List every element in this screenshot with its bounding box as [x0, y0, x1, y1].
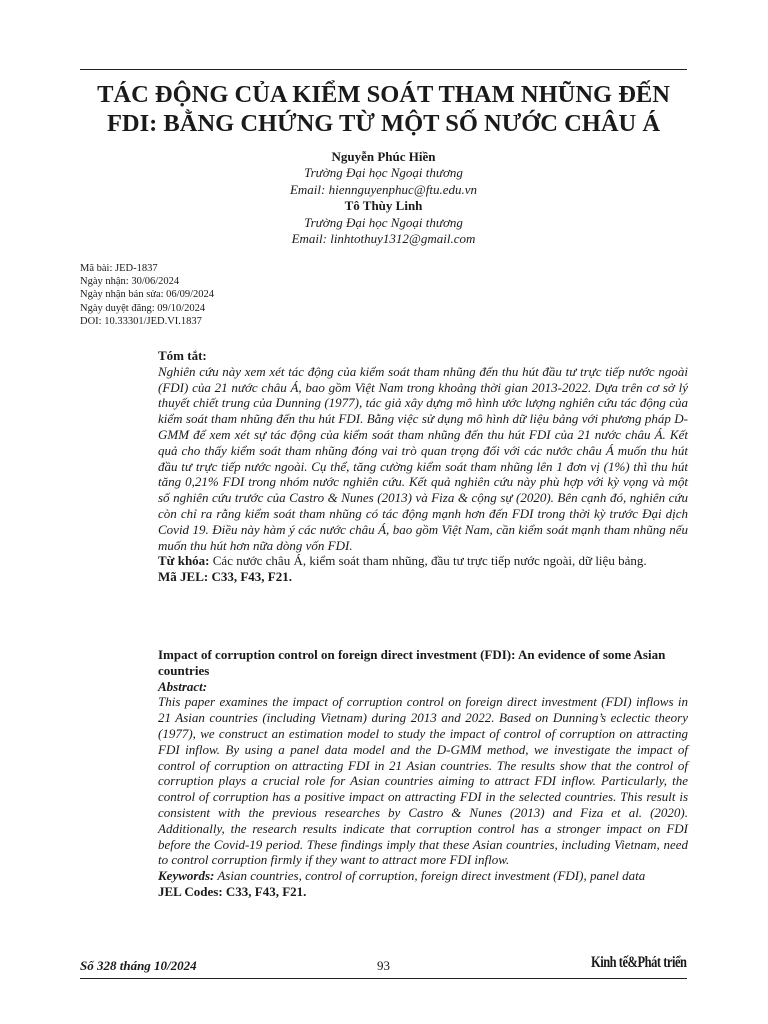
date-accepted: Ngày duyệt đăng: 09/10/2024 [80, 302, 206, 314]
top-rule [80, 69, 687, 70]
author-name: Tô Thùy Linh [344, 198, 423, 214]
jel-codes: JEL Codes: C33, F43, F21. [158, 883, 307, 899]
abstract-body: This paper examines the impact of corruption control on foreign direct investment (FDI) inflows in 21 Asian countries (including Vietnam) during 2013 and 2022. Based on Dunning’s eclectic theory (1977), we construct an estimation model to study the impact of control of corruption on attracting FDI inflow. By using a panel data model and the D-GMM method, we investigate the impact of control of corruption on attracting FDI in 21 Asian countries. The results show that the control of corruption plays a crucial role for Asian countries aiming to attract FDI inflow. Particularly, the control of corruption has a positive impact on attracting FDI in the selected countries. This result is consistent with the previous researches by Castro & Nunes (2013) and Fiza et al. (2020). Additionally, the research results indicate that corruption control has a stronger impact on FDI before the Covid-19 period. These findings imply that these Asian countries, including Vietnam, need to control corruption firmly if they want to attract more FDI inflow. [158, 694, 688, 868]
abstract-vietnamese [158, 348, 688, 585]
abstract-english [158, 647, 688, 900]
keywords-line [158, 868, 688, 884]
english-title: Impact of corruption control on foreign direct investment (FDI): An evidence of some Asian countries [158, 647, 666, 678]
keywords-label: Keywords: [158, 868, 215, 884]
author-email: Email: linhtothuy1312@gmail.com [291, 231, 476, 247]
keywords-text: Các nước châu Á, kiểm soát tham nhũng, đầu tư trực tiếp nước ngoài, dữ liệu bảng. [209, 553, 647, 569]
author-affiliation: Trường Đại học Ngoại thương [304, 214, 463, 230]
date-received: Ngày nhận: 30/06/2024 [80, 276, 180, 288]
page-number: 93 [377, 958, 390, 973]
keywords-label: Từ khóa: [158, 553, 210, 569]
title-line-2: FDI: BẰNG CHỨNG TỪ MỘT SỐ NƯỚC CHÂU Á [106, 110, 661, 137]
date-revised: Ngày nhận bản sửa: 06/09/2024 [80, 289, 215, 301]
journal-logo: Kinh tế&Phát triển [591, 954, 687, 971]
doi: DOI: 10.33301/JED.VI.1837 [80, 315, 202, 327]
title-line-1: TÁC ĐỘNG CỦA KIỂM SOÁT THAM NHŨNG ĐẾN [97, 81, 670, 108]
author-affiliation: Trường Đại học Ngoại thương [304, 165, 463, 181]
abstract-heading: Abstract: [158, 678, 208, 694]
author-block [80, 149, 687, 247]
abstract-heading: Tóm tắt: [158, 348, 207, 363]
keywords-line [158, 553, 688, 569]
page-footer [80, 956, 687, 980]
abstract-body: Nghiên cứu này xem xét tác động của kiểm soát tham nhũng đến thu hút đầu tư trực tiếp nước ngoài (FDI) của 21 nước châu Á, bao gồm Việt Nam trong khoảng thời gian 2013-2022. Dựa trên cơ sở lý thuyết chiết trung của Dunning (1977), tác giả xây dựng mô hình ước lượng nghiên cứu tác động của kiểm soát tham nhũng đến thu hút FDI. Bằng việc sử dụng mô hình dữ liệu bảng với phương pháp D-GMM để xem xét sự tác động của kiểm soát tham nhũng đến thu hút FDI của 21 nước châu Á. Kết quả cho thấy kiểm soát tham nhũng đóng vai trò quan trọng đối với các nước châu Á muốn thu hút đầu tư trực tiếp nước ngoài. Cụ thể, tăng cường kiểm soát tham nhũng lên 1 đơn vị (1%) thì thu hút tăng 0,21% FDI trong nhóm nước nghiên cứu. Kết quả nghiên cứu này phù hợp với kỳ vọng và một số nghiên cứu trước của Castro & Nunes (2013) và Fiza & cộng sự (2020). Bên cạnh đó, nghiên cứu còn chỉ ra rằng kiểm soát tham nhũng có tác động mạnh hơn đến FDI trong thời kỳ trước Đại dịch Covid 19. Điều này hàm ý các nước châu Á, bao gồm Việt Nam, cần kiểm soát mạnh tham nhũng nếu muốn thu hút hơn nữa dòng vốn FDI. [158, 363, 688, 553]
article-metadata [80, 262, 214, 328]
bottom-rule [80, 978, 687, 979]
paper-title [80, 80, 687, 138]
issue-number: Số 328 tháng 10/2024 [80, 958, 197, 973]
article-code: Mã bài: JED-1837 [80, 263, 158, 274]
jel-codes: Mã JEL: C33, F43, F21. [158, 569, 292, 585]
author-name: Nguyễn Phúc Hiền [331, 149, 436, 164]
author-email: Email: hiennguyenphuc@ftu.edu.vn [289, 181, 478, 197]
keywords-text: Asian countries, control of corruption, foreign direct investment (FDI), panel data [214, 868, 646, 884]
